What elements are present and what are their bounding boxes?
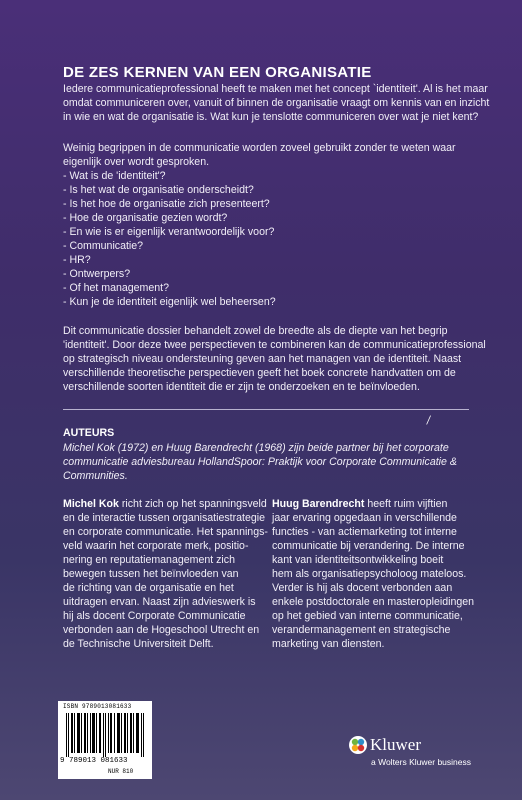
bio-line: hem als organisatiepsycholoog mateloos.: [272, 568, 467, 580]
author-bio-kok: [63, 497, 268, 651]
bio-line: op het gebied van interne communicatie,: [272, 610, 463, 622]
question-line: - En wie is er eigenlijk verantwoordelijk voor?: [63, 226, 275, 238]
dossier-line: verschillende theoretische perspectieven geeft het boek concrete handvatten om de: [63, 367, 456, 379]
dossier-line: Dit communicatie dossier behandelt zowel de breedte als de diepte van het begrip: [63, 325, 448, 337]
bio-line: Verder is hij als docent verbonden aan: [272, 582, 453, 594]
bio-line: heeft ruim vijftien: [364, 498, 448, 510]
question-line: - Ontwerpers?: [63, 268, 131, 280]
bio-line: verandermanagement en strategische: [272, 624, 451, 636]
question-line: - Of het management?: [63, 282, 169, 294]
barcode-bars-icon: [66, 713, 146, 757]
section-divider: [63, 409, 469, 410]
intro-line: in wie en wat de organisatie is. Wat kun je tenslotte communiceren over wat je niet kent?: [63, 111, 479, 123]
questions-paragraph: [63, 141, 473, 309]
question-line: - Is het hoe de organisatie zich presenteert?: [63, 198, 270, 210]
bio-line: richt zich op het spanningsveld: [118, 498, 267, 510]
isbn-text: ISBN 9789013081633: [63, 703, 132, 710]
bio-line: enkele postdoctorale en masteropleidingen: [272, 596, 475, 608]
question-line: Weinig begrippen in de communicatie worden zoveel gebruikt zonder te weten waar: [63, 142, 456, 154]
bio-line: uitdragen ervan. Naast zijn advieswerk is: [63, 596, 256, 608]
authors-intro-line: communicatie adviesbureau HollandSpoor: Praktijk voor Corporate Communicatie &: [63, 456, 457, 468]
author-name: Michel Kok: [63, 498, 119, 510]
intro-line: omdat communiceren over, vanuit of binnen de organisatie vraagt om kennis van en inzicht: [63, 97, 490, 109]
bio-line: en de interactie tussen organisatiestrategie: [63, 512, 265, 524]
bio-line: communicatie bij verandering. De interne: [272, 540, 465, 552]
bio-first-line: [63, 497, 267, 511]
publisher-logo: [348, 735, 471, 775]
decorative-tick: ⁄: [427, 412, 431, 428]
bio-line: nering en reputatiemanagement zich: [63, 554, 235, 566]
bio-line: marketing van diensten.: [272, 638, 385, 650]
intro-line: Iedere communicatieprofessional heeft te maken met het concept `identiteit'. Al is het maar: [63, 83, 488, 95]
authors-intro-line: Communities.: [63, 470, 128, 482]
bio-line: functies - van actiemarketing tot interne: [272, 526, 457, 538]
bio-line: jaar ervaring opgedaan in verschillende: [272, 512, 457, 524]
author-name: Huug Barendrecht: [272, 498, 365, 510]
question-line: - Kun je de identiteit eigenlijk wel beheersen?: [63, 296, 276, 308]
dossier-paragraph: [63, 324, 486, 394]
dossier-line: 'identiteit'. Door deze twee perspectieven te combineren kan de communicatieprofessional: [63, 339, 486, 351]
question-line: - Wat is de 'identiteit'?: [63, 170, 166, 182]
bio-line: kant van identiteitsontwikkeling boeit: [272, 554, 444, 566]
authors-heading: AUTEURS: [63, 427, 115, 439]
isbn-barcode: [58, 701, 152, 779]
question-line: eigenlijk over wordt gesproken.: [63, 156, 210, 168]
kluwer-globe-icon: [348, 735, 368, 755]
author-bio-barendrecht: [272, 497, 475, 651]
authors-intro: [63, 441, 483, 483]
question-line: - Is het wat de organisatie onderscheidt?: [63, 184, 254, 196]
nur-code: NUR 810: [108, 768, 134, 775]
barcode-digits: 9 789013 081633: [60, 757, 128, 765]
authors-intro-line: Michel Kok (1972) en Huug Barendrecht (1968) zijn beide partner bij het corporate: [63, 442, 449, 454]
bio-line: verbonden aan de Hogeschool Utrecht en: [63, 624, 260, 636]
bio-line: bewegen tussen het beïnvloeden van: [63, 568, 239, 580]
question-line: - Communicatie?: [63, 240, 144, 252]
dossier-line: verschillende soorten identiteit die er zijn te onderzoeken en te beïnvloeden.: [63, 381, 420, 393]
bio-line: en corporate communicatie. Het spannings-: [63, 526, 268, 538]
bio-line: hij als docent Corporate Communicatie: [63, 610, 246, 622]
question-line: - Hoe de organisatie gezien wordt?: [63, 212, 228, 224]
dossier-line: op strategisch niveau ondersteuning geven aan het managen van de identiteit. Naast: [63, 353, 462, 365]
intro-paragraph: [63, 82, 490, 124]
book-title: DE ZES KERNEN VAN EEN ORGANISATIE: [63, 64, 372, 81]
publisher-tagline: a Wolters Kluwer business: [371, 757, 471, 767]
question-line: - HR?: [63, 254, 91, 266]
bio-line: veld waarin het corporate merk, positio-: [63, 540, 249, 552]
bio-line: de Technische Universiteit Delft.: [63, 638, 214, 650]
publisher-name: Kluwer: [370, 735, 421, 754]
bio-line: de richting van de organisatie en het: [63, 582, 234, 594]
bio-first-line: [272, 497, 472, 511]
